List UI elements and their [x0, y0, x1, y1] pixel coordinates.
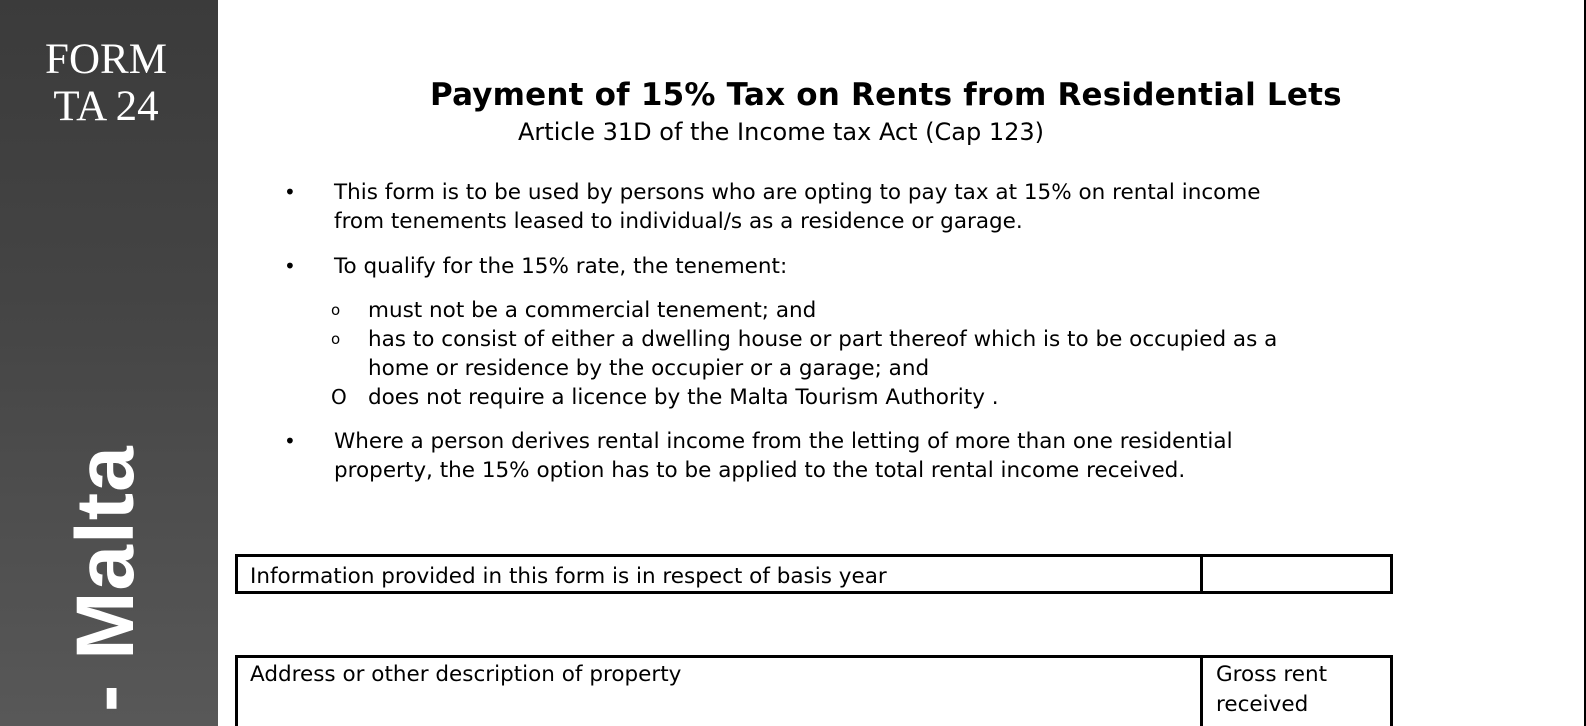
sidebar-banner: [0, 0, 218, 726]
list-item: [284, 178, 1404, 236]
basis-year-field[interactable]: [1203, 557, 1390, 591]
column-header-address: Address or other description of property: [238, 658, 1203, 726]
list-item-text: Where a person derives rental income from the letting of more than one residential: [334, 429, 1233, 454]
column-header-gross-rent: [1203, 658, 1390, 726]
column-header-gross-rent-line2: received: [1216, 692, 1309, 717]
sublist-item-text: has to consist of either a dwelling house or part thereof which is to be occupied as a: [368, 327, 1278, 352]
sublist-item-text: must not be a commercial tenement; and: [368, 298, 817, 323]
form-code: [0, 36, 212, 130]
hollow-bullet-icon: o: [331, 330, 341, 348]
list-item: [284, 427, 1404, 485]
list-item-text: from tenements leased to individual/s as a residence or garage.: [334, 209, 1023, 234]
sublist-item-text: home or residence by the occupier or a garage; and: [368, 356, 930, 381]
page-subtitle: Article 31D of the Income tax Act (Cap 123): [518, 118, 1045, 146]
hollow-bullet-icon: O: [331, 385, 347, 409]
instructions-list: [284, 178, 1404, 501]
vertical-country-label: [60, 416, 151, 716]
sublist-item: [331, 296, 1404, 325]
bullet-icon: •: [284, 180, 296, 204]
bullet-icon: •: [284, 429, 296, 453]
page-title: Payment of 15% Tax on Rents from Residential Lets: [430, 77, 1342, 113]
vertical-country-text: - Malta: [60, 445, 151, 712]
basis-year-label: Information provided in this form is in respect of basis year: [238, 557, 1203, 591]
form-code-line2: TA 24: [53, 83, 159, 130]
bullet-icon: •: [284, 254, 296, 278]
column-header-gross-rent-line1: Gross rent: [1216, 662, 1328, 687]
basis-year-row: [235, 554, 1393, 594]
list-item-text: This form is to be used by persons who are opting to pay tax at 15% on rental income: [334, 180, 1261, 205]
list-item-text: property, the 15% option has to be applied to the total rental income received.: [334, 458, 1186, 483]
sublist-item: [331, 325, 1404, 383]
property-table-header: [235, 655, 1393, 726]
hollow-bullet-icon: o: [331, 301, 341, 319]
form-code-line1: FORM: [45, 36, 167, 83]
list-item: [284, 252, 1404, 281]
list-item-text: To qualify for the 15% rate, the tenement:: [334, 254, 788, 279]
sublist-item: [331, 383, 1404, 412]
qualification-sublist: [284, 296, 1404, 412]
sublist-item-text: does not require a licence by the Malta Tourism Authority .: [368, 385, 999, 410]
